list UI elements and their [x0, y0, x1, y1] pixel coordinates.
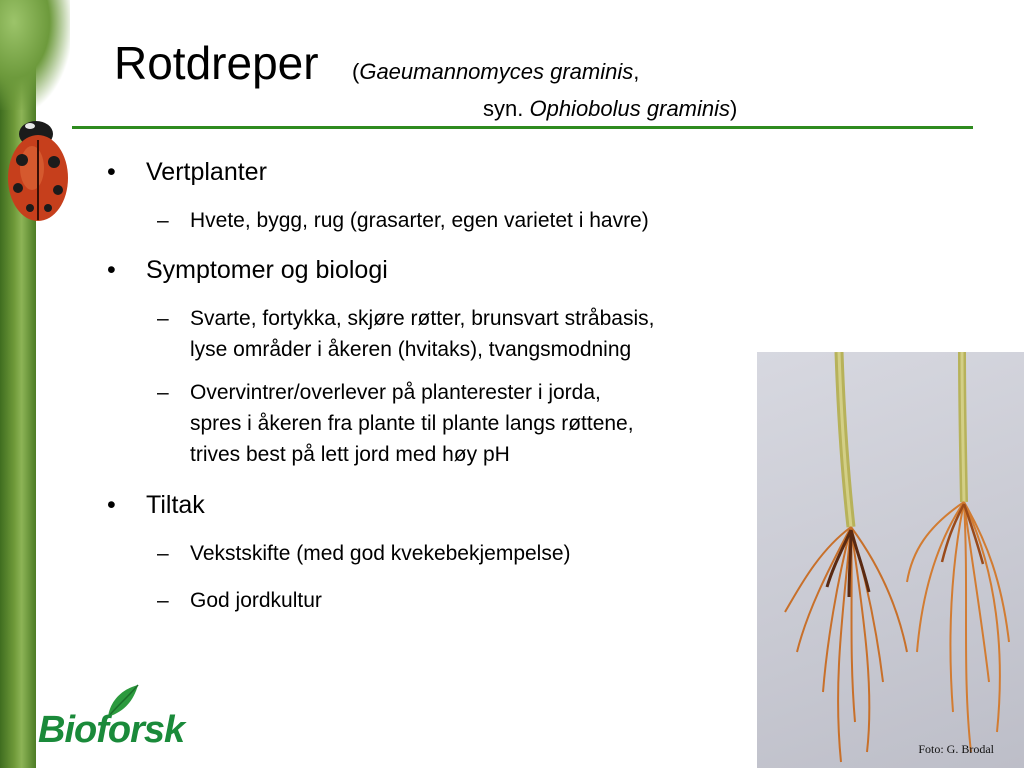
- sub-item-line: Svarte, fortykka, skjøre røtter, brunsvart stråbasis,: [190, 307, 655, 330]
- bullet-heading: Tiltak: [146, 491, 205, 519]
- stem-leaf-top: [0, 0, 70, 110]
- title-open-paren: (: [352, 59, 360, 84]
- dash-mark: –: [157, 542, 169, 565]
- dash-mark: –: [157, 589, 169, 612]
- sub-item-line: Vekstskifte (med god kvekebekjempelse): [190, 542, 571, 565]
- slide-title: Rotdreper: [114, 37, 319, 89]
- bullet-heading: Symptomer og biologi: [146, 256, 388, 284]
- bullet-heading: Vertplanter: [146, 158, 267, 186]
- bioforsk-logo: [38, 683, 188, 755]
- title-scientific-name: [352, 58, 639, 86]
- bullet-mark: •: [107, 256, 116, 284]
- sub-item-line: Hvete, bygg, rug (grasarter, egen varietet i havre): [190, 209, 649, 232]
- sub-item-line: lyse områder i åkeren (hvitaks), tvangsmodning: [190, 338, 632, 361]
- root-photo: [757, 352, 1024, 768]
- dash-mark: –: [157, 209, 169, 232]
- ladybug-icon: [2, 112, 72, 224]
- logo-wordmark: Bioforsk: [38, 709, 185, 751]
- title-genus-species: Gaeumannomyces graminis: [359, 59, 634, 84]
- bullet-mark: •: [107, 158, 116, 186]
- dash-mark: –: [157, 381, 169, 404]
- title-syn-prefix: syn.: [483, 96, 530, 121]
- sub-item-line: trives best på lett jord med høy pH: [190, 443, 510, 466]
- sub-item-line: God jordkultur: [190, 589, 322, 612]
- sub-item-line: Overvintrer/overlever på planterester i jorda,: [190, 381, 601, 404]
- title-synonym: [483, 95, 737, 123]
- dash-mark: –: [157, 307, 169, 330]
- sub-item-line: spres i åkeren fra plante til plante langs røttene,: [190, 412, 634, 435]
- title-comma: ,: [633, 59, 640, 84]
- root-illustration: [757, 352, 1024, 768]
- title-syn-name: Ophiobolus graminis: [529, 96, 731, 121]
- photo-credit: Foto: G. Brodal: [918, 742, 994, 756]
- title-close-paren: ): [730, 96, 738, 121]
- bullet-mark: •: [107, 491, 116, 519]
- title-divider: [72, 126, 973, 129]
